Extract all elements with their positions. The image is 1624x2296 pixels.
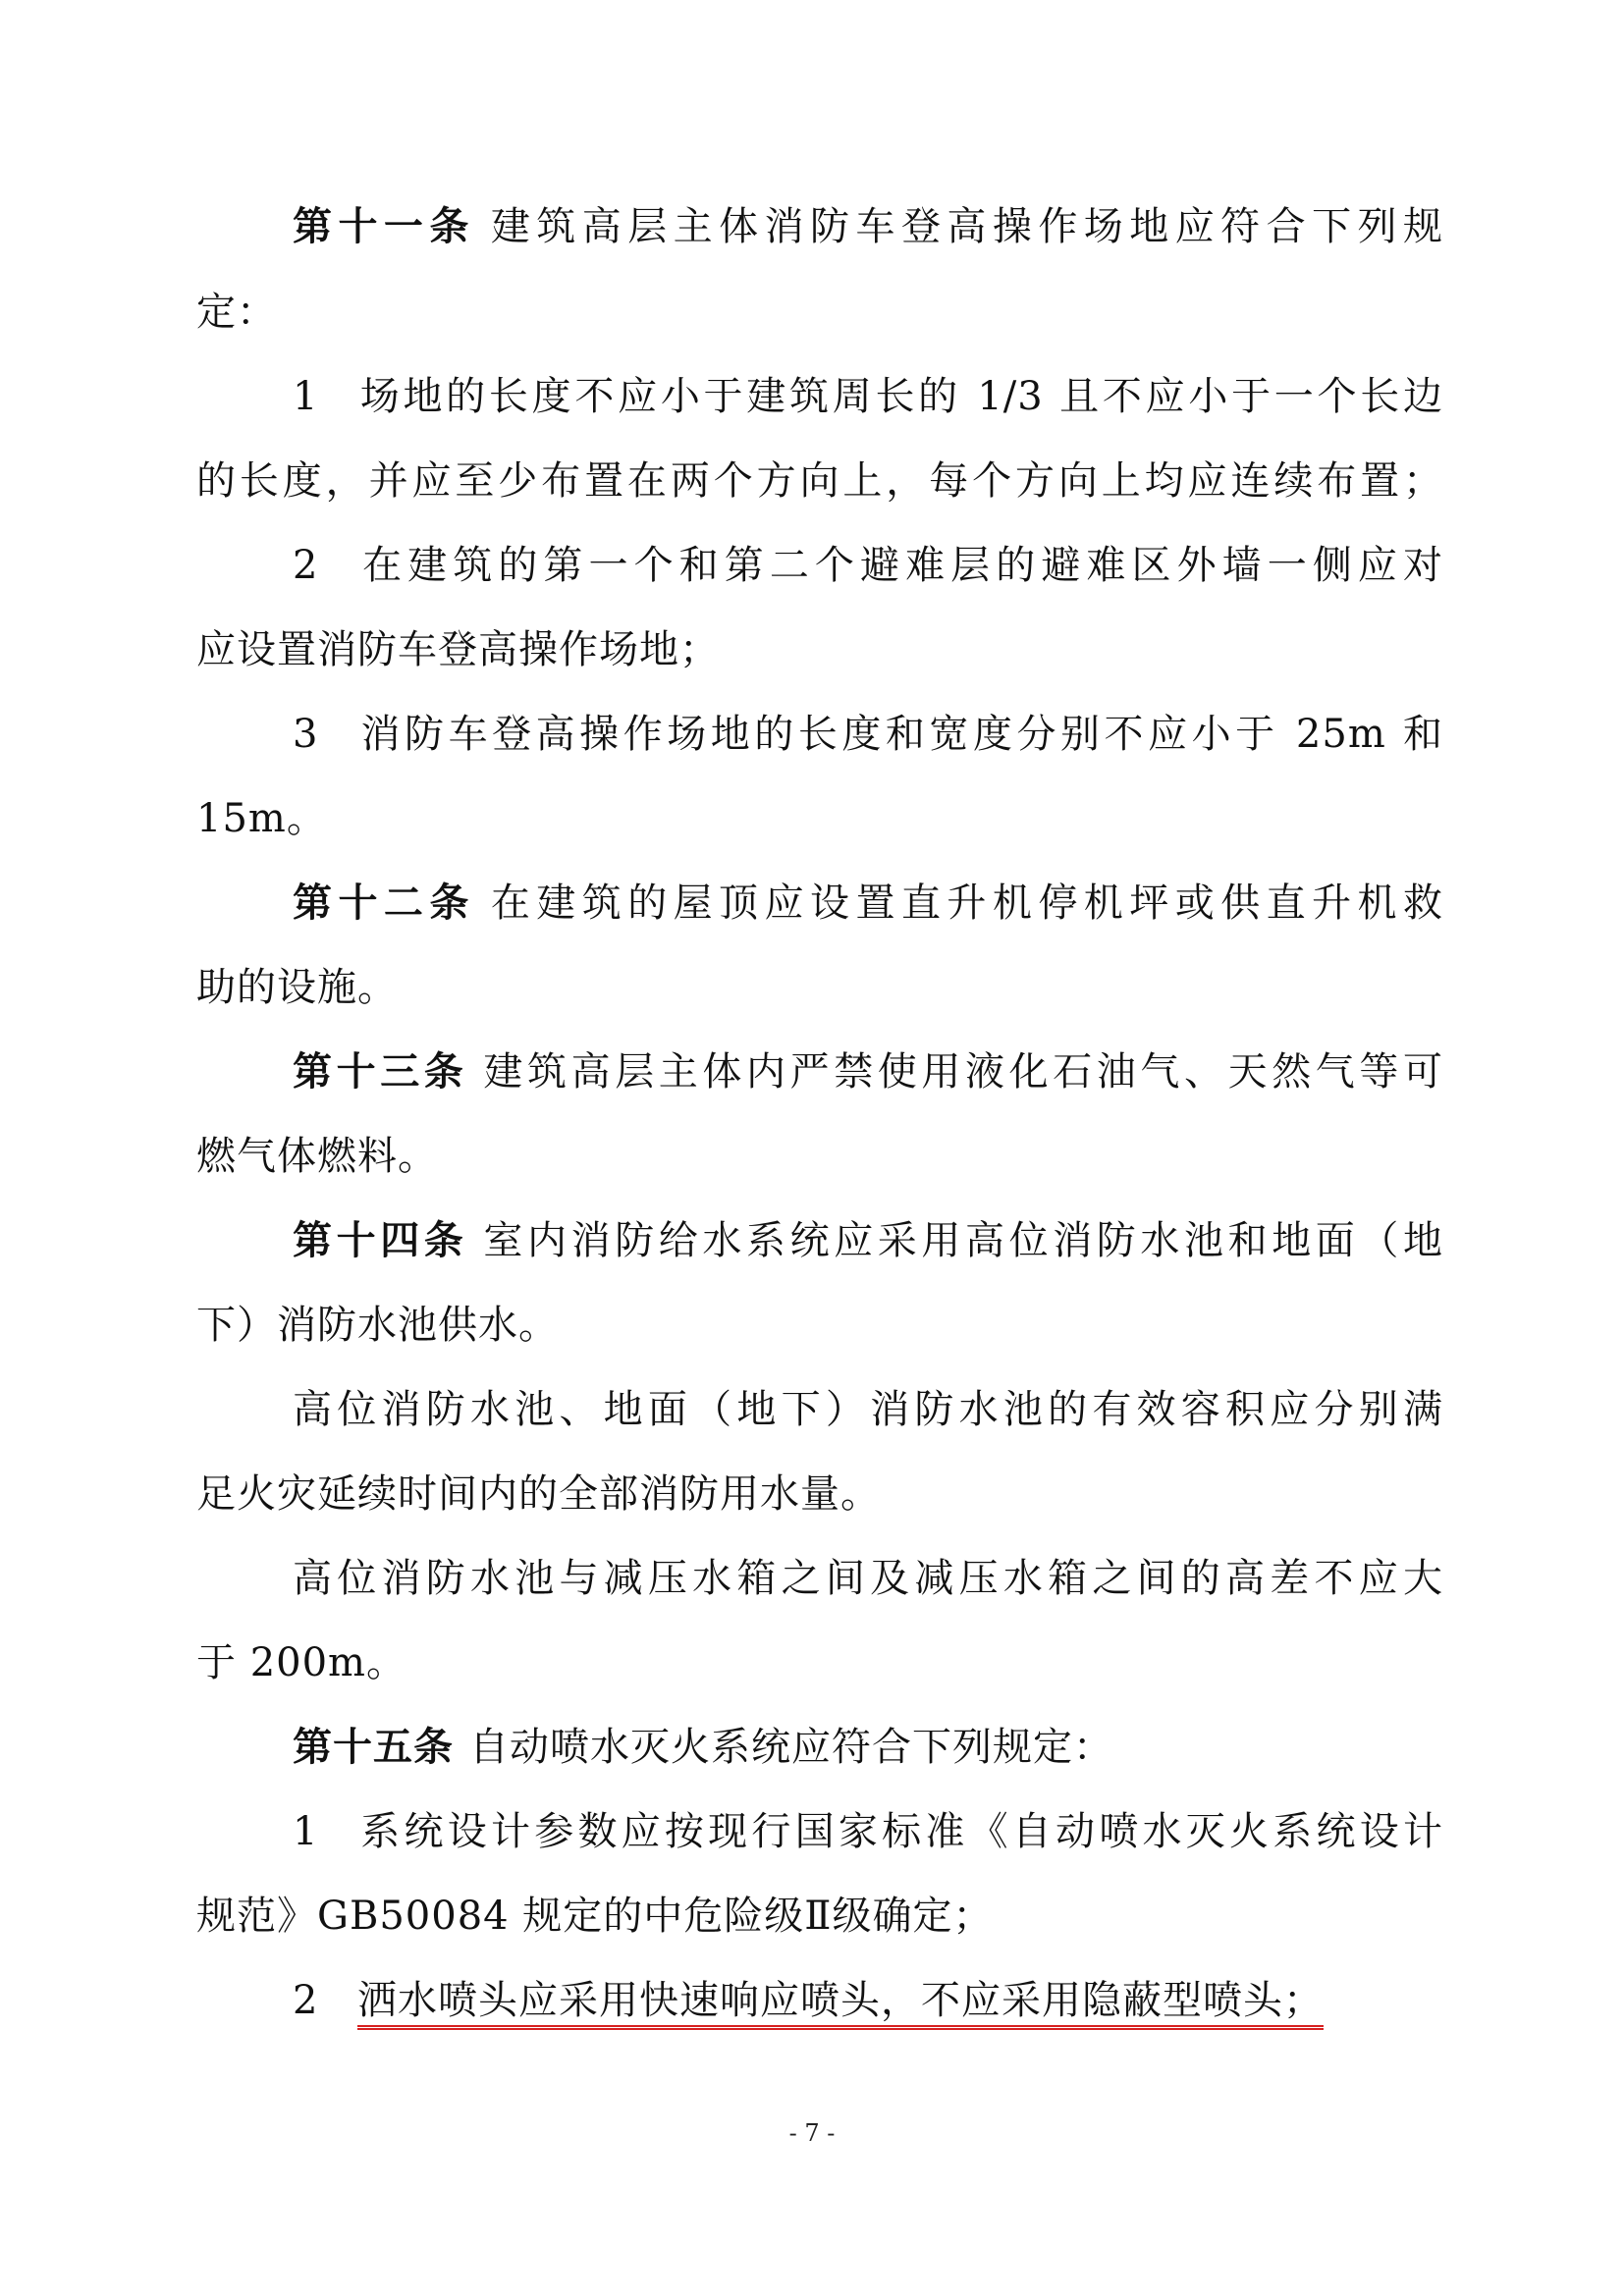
item-number: 2 <box>293 1978 319 2023</box>
article-title: 第十四条 <box>293 1218 468 1263</box>
article-14-line-2 <box>196 1294 1443 1357</box>
paragraph-text: 系统设计参数应按现行国家标准《自动喷水灭火系统设计 <box>357 1809 1443 1854</box>
article-11-item-2-line-1 <box>293 534 1443 597</box>
paragraph-text: 建筑高层主体内严禁使用液化石油气、天然气等可 <box>483 1049 1443 1095</box>
paragraph-text: 高位消防水池与减压水箱之间及减压水箱之间的高差不应大 <box>293 1556 1443 1601</box>
article-11-item-3-line-2 <box>196 787 1443 850</box>
article-11-item-3-line-1 <box>293 703 1443 766</box>
paragraph-text: 于 200m。 <box>196 1640 406 1685</box>
article-title: 第十五条 <box>293 1725 454 1770</box>
article-15-item-2-line-1 <box>293 1969 1443 2032</box>
article-14-para-3-line-2 <box>196 1631 1443 1694</box>
paragraph-text: 高位消防水池、地面（地下）消防水池的有效容积应分别满 <box>293 1387 1443 1432</box>
item-number: 1 <box>293 1809 319 1854</box>
paragraph-text: 15m。 <box>196 796 327 841</box>
article-11-item-2-line-2 <box>196 618 1443 681</box>
paragraph-text: 下）消防水池供水。 <box>196 1303 559 1348</box>
paragraph-text: 应设置消防车登高操作场地； <box>196 627 720 672</box>
paragraph-text: 室内消防给水系统应采用高位消防水池和地面（地 <box>483 1218 1443 1263</box>
article-11-intro-line-2 <box>196 281 1443 344</box>
paragraph-text: 的长度，并应至少布置在两个方向上，每个方向上均应连续布置； <box>196 458 1443 504</box>
item-number: 1 <box>293 374 319 419</box>
paragraph-text: 足火灾延续时间内的全部消防用水量。 <box>196 1471 881 1517</box>
paragraph-text: 燃气体燃料。 <box>196 1134 438 1179</box>
paragraph-text: 规范》GB50084 规定的中危险级Ⅱ级确定； <box>196 1894 994 1939</box>
article-11-item-1-line-1 <box>293 365 1443 428</box>
paragraph-text: 消防车登高操作场地的长度和宽度分别不应小于 25m 和 <box>357 712 1443 757</box>
article-15-intro <box>293 1716 1443 1779</box>
paragraph-text: 在建筑的第一个和第二个避难层的避难区外墙一侧应对 <box>357 543 1443 588</box>
article-title: 第十三条 <box>293 1049 468 1095</box>
article-15-item-1-line-1 <box>293 1800 1443 1863</box>
article-12-line-2 <box>196 956 1443 1019</box>
article-12-line-1 <box>293 872 1443 934</box>
article-13-line-2 <box>196 1125 1443 1188</box>
paragraph-text: 场地的长度不应小于建筑周长的 1/3 且不应小于一个长边 <box>357 374 1443 419</box>
item-number: 2 <box>293 543 319 588</box>
paragraph-text: 自动喷水灭火系统应符合下列规定： <box>469 1725 1113 1770</box>
page-number: - 7 - <box>788 2119 836 2147</box>
article-14-line-1 <box>293 1209 1443 1272</box>
article-13-line-1 <box>293 1041 1443 1103</box>
item-number: 3 <box>293 712 319 757</box>
article-11-intro-line-1 <box>293 195 1443 258</box>
article-14-para-2-line-2 <box>196 1463 1443 1525</box>
article-title: 第十二条 <box>293 881 475 926</box>
paragraph-text: 定： <box>196 290 277 335</box>
article-14-para-2-line-1 <box>293 1378 1443 1441</box>
underlined-text: 洒水喷头应采用快速响应喷头，不应采用隐蔽型喷头； <box>357 1978 1324 2023</box>
article-14-para-3-line-1 <box>293 1547 1443 1610</box>
article-15-item-1-line-2 <box>196 1885 1443 1948</box>
article-title: 第十一条 <box>293 204 475 249</box>
paragraph-text: 助的设施。 <box>196 965 398 1010</box>
paragraph-text: 建筑高层主体消防车登高操作场地应符合下列规 <box>490 204 1443 249</box>
paragraph-text: 在建筑的屋顶应设置直升机停机坪或供直升机救 <box>490 881 1443 926</box>
article-11-item-1-line-2 <box>196 450 1443 512</box>
